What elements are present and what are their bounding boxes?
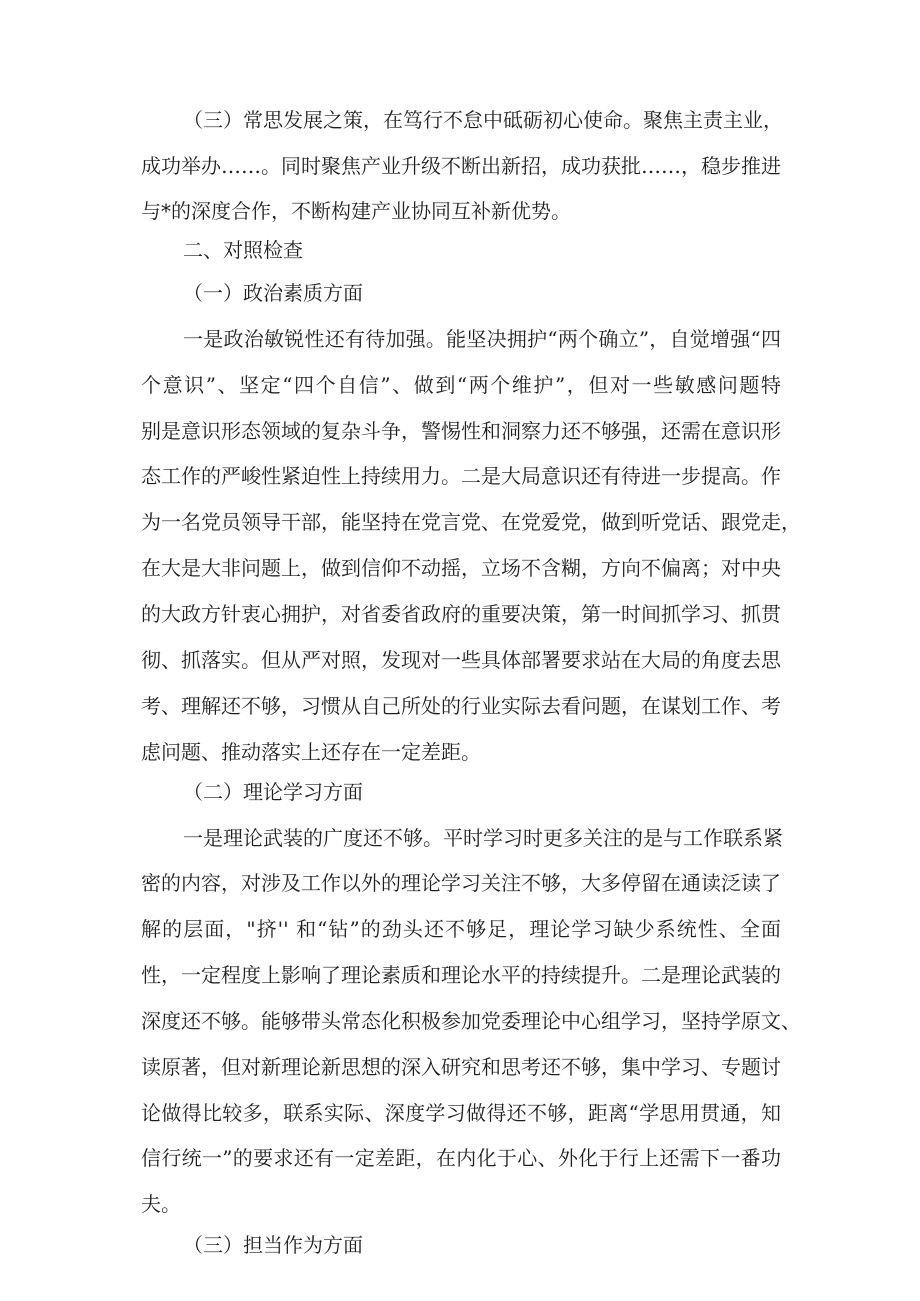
- paragraph-intro-line-1: （三）常思发展之策，在笃行不怠中砥砺初心使命。聚焦主责主业，: [183, 108, 783, 132]
- paragraph-theory-line-3: 解的层面，"挤'' 和“钻”的劲头还不够足，理论学习缺少系统性、全面: [141, 917, 781, 941]
- paragraph-theory-line-2: 密的内容，对涉及工作以外的理论学习关注不够，大多停留在通读泛读了: [141, 871, 781, 895]
- paragraph-theory-line-5: 深度还不够。能够带头常态化积极参加党委理论中心组学习，坚持学原文、: [141, 1009, 801, 1033]
- paragraph-political-line-8: 彻、抓落实。但从严对照，发现对一些具体部署要求站在大局的角度去思: [141, 648, 781, 672]
- paragraph-intro-line-2: 成功举办……。同时聚焦产业升级不断出新招，成功获批……，稳步推进: [141, 154, 781, 178]
- paragraph-political-line-6: 在大是大非问题上，做到信仰不动摇，立场不含糊，方向不偏离；对中央: [141, 556, 781, 580]
- subsection-responsibility-title: （三）担当作为方面: [183, 1233, 363, 1257]
- paragraph-theory-line-1: 一是理论武装的广度还不够。平时学习时更多关注的是与工作联系紧: [183, 826, 783, 850]
- paragraph-theory-line-6: 读原著，但对新理论新思想的深入研究和思考还不够，集中学习、专题讨: [141, 1055, 781, 1079]
- paragraph-theory-line-4: 性，一定程度上影响了理论素质和理论水平的持续提升。二是理论武装的: [141, 963, 781, 987]
- section-title: 二、对照检查: [183, 238, 303, 262]
- subsection-political-title: （一）政治素质方面: [183, 281, 363, 305]
- paragraph-political-line-5: 为一名党员领导干部，能坚持在党言党、在党爱党，做到听党话、跟党走，: [141, 510, 801, 534]
- paragraph-theory-line-9: 夫。: [141, 1192, 181, 1216]
- paragraph-political-line-4: 态工作的严峻性紧迫性上持续用力。二是大局意识还有待进一步提高。作: [141, 464, 781, 488]
- paragraph-political-line-9: 考、理解还不够，习惯从自己所处的行业实际去看问题，在谋划工作、考: [141, 694, 781, 718]
- paragraph-political-line-7: 的大政方针衷心拥护，对省委省政府的重要决策，第一时间抓学习、抓贯: [141, 602, 781, 626]
- paragraph-political-line-1: 一是政治敏锐性还有待加强。能坚决拥护“两个确立”，自觉增强“四: [183, 327, 781, 351]
- paragraph-theory-line-8: 信行统一”的要求还有一定差距，在内化于心、外化于行上还需下一番功: [141, 1146, 781, 1170]
- paragraph-political-line-3: 别是意识形态领域的复杂斗争，警惕性和洞察力还不够强，还需在意识形: [141, 419, 781, 443]
- paragraph-political-line-10: 虑问题、推动落实上还存在一定差距。: [141, 740, 481, 764]
- subsection-theory-title: （二）理论学习方面: [183, 780, 363, 804]
- paragraph-political-line-2: 个意识”、坚定“四个自信”、做到“两个维护”，但对一些敏感问题特: [141, 373, 781, 397]
- paragraph-theory-line-7: 论做得比较多，联系实际、深度学习做得还不够，距离“学思用贯通，知: [141, 1101, 781, 1125]
- paragraph-intro-line-3: 与*的深度合作，不断构建产业协同互补新优势。: [141, 199, 571, 223]
